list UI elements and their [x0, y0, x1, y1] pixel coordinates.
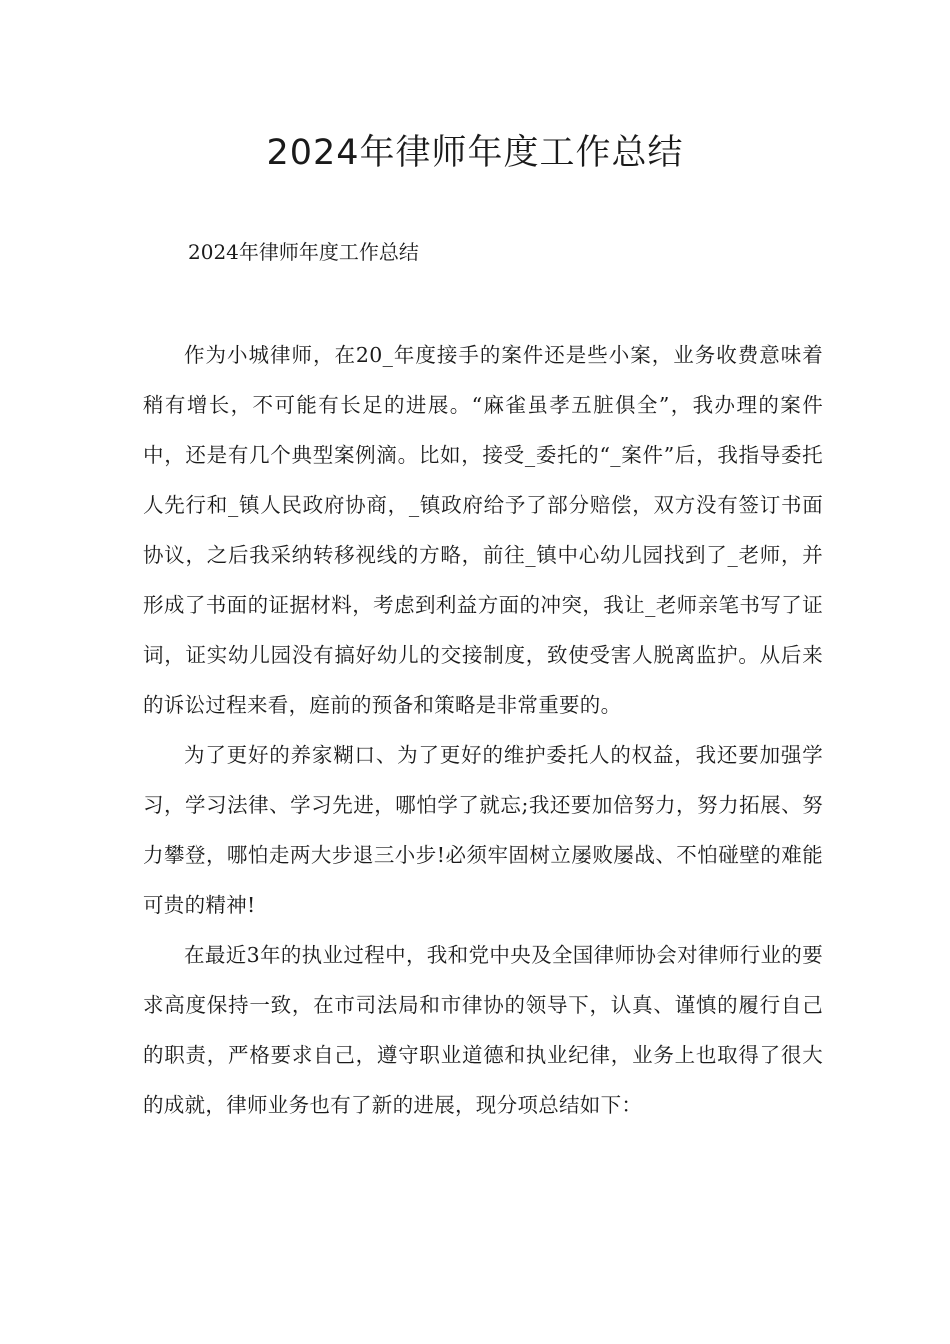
- paragraph-practice-overview: 在最近3年的执业过程中，我和党中央及全国律师协会对律师行业的要求高度保持一致，在市司法局和市律协的领导下，认真、谨慎的履行自己的职责，严格要求自己，遵守职业道德和执业纪律，业务上也取得了很大的成就，律师业务也有了新的进展，现分项总结如下：: [143, 943, 823, 1117]
- document-title: 2024年律师年度工作总结: [266, 133, 684, 173]
- document-subtitle: 2024年律师年度工作总结: [188, 240, 419, 264]
- document-body: [143, 330, 823, 1130]
- paragraph-study-commitment: 为了更好的养家糊口、为了更好的维护委托人的权益，我还要加强学习，学习法律、学习先进，哪怕学了就忘;我还要加倍努力，努力拓展、努力攀登，哪怕走两大步退三小步!必须牢固树立屡败屡战、不怕碰壁的难能可贵的精神!: [143, 743, 823, 917]
- paragraph-case-summary: 作为小城律师，在20_年度接手的案件还是些小案，业务收费意味着稍有增长，不可能有长足的进展。“麻雀虽孝五脏俱全”，我办理的案件中，还是有几个典型案例滴。比如，接受_委托的“_案件”后，我指导委托人先行和_镇人民政府协商，_镇政府给予了部分赔偿，双方没有签订书面协议，之后我采纳转移视线的方略，前往_镇中心幼儿园找到了_老师，并形成了书面的证据材料，考虑到利益方面的冲突，我让_老师亲笔书写了证词，证实幼儿园没有搞好幼儿的交接制度，致使受害人脱离监护。从后来的诉讼过程来看，庭前的预备和策略是非常重要的。: [143, 343, 823, 717]
